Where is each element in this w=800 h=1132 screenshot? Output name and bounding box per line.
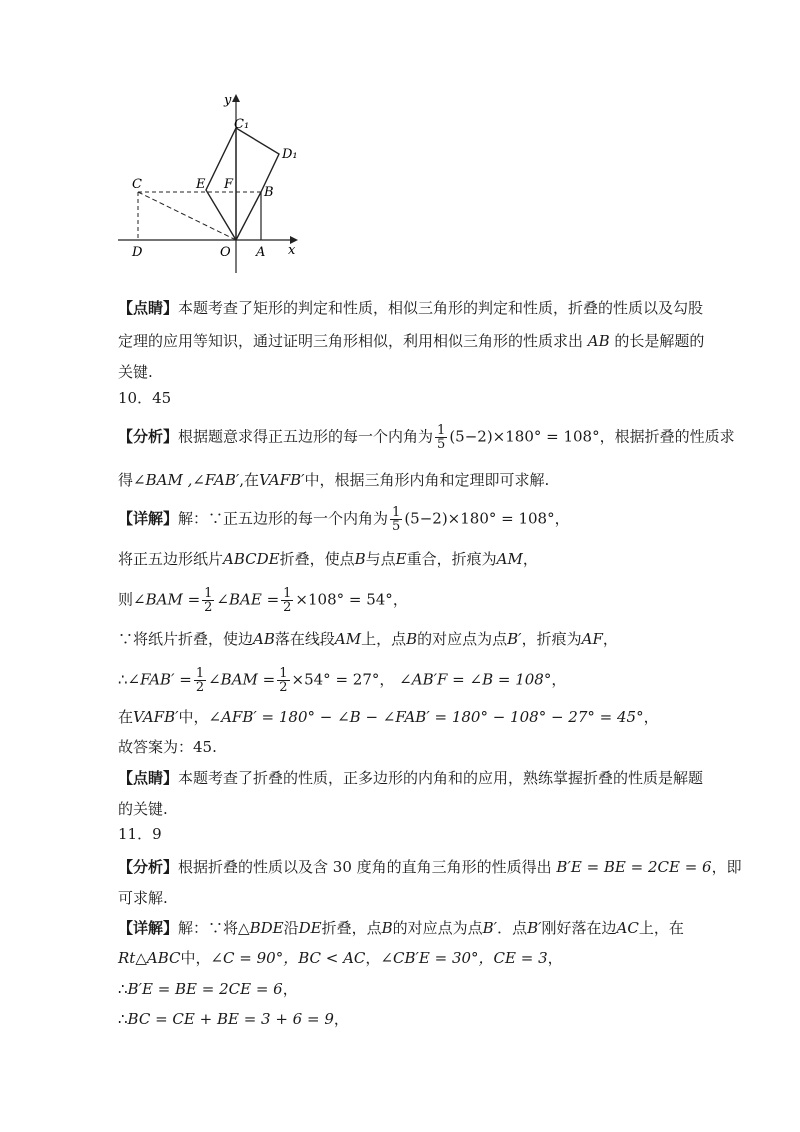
folded-shape xyxy=(206,128,279,240)
q9-comment-line-3: 关键. xyxy=(118,363,153,381)
q10-detail-line-5: ∴∠FAB′ = $\frac{1}{2}$ ∠BAM = $\frac{1}{2}$ ×54° = 27°， ∠AB′F = ∠B = 108°， xyxy=(118,666,567,695)
q10-heading: 10．45 xyxy=(118,389,172,407)
fraction-one-half-3: $\frac{1}{2}$ xyxy=(195,666,205,695)
q11-analysis-line-2: 可求解. xyxy=(118,889,168,907)
q10-detail-line-6: 在VAFB′中，∠AFB′ = 180° − ∠B − ∠FAB′ = 180° − 108° − 27° = 45°， xyxy=(118,708,659,726)
label-e: E xyxy=(196,177,206,192)
q11-answer: 9 xyxy=(152,825,162,843)
q11-detail-line-4: ∴BC = CE + BE = 3 + 6 = 9， xyxy=(118,1010,349,1028)
q10-detail-line-1: 【详解】解：∵正五边形的每一个内角为 $\frac{1}{5}$ (5−2)×180° = 108°， xyxy=(118,505,570,534)
label-c1: C₁ xyxy=(234,117,250,132)
q10-analysis-line-2: 得∠BAM ,∠FAB′,在VAFB′中，根据三角形内角和定理即可求解. xyxy=(118,471,550,489)
label-c: C xyxy=(132,177,142,192)
fraction-one-fifth-2: $\frac{1}{5}$ xyxy=(392,505,401,534)
label-o: O xyxy=(220,245,231,260)
label-d1: D₁ xyxy=(282,147,298,162)
fraction-one-half-2: $\frac{1}{2}$ xyxy=(283,586,292,615)
label-x: x xyxy=(288,243,296,258)
label-b: B xyxy=(264,185,274,200)
q10-detail-line-2: 将正五边形纸片ABCDE折叠，使点B与点E重合，折痕为AM， xyxy=(118,550,538,568)
q11-detail-line-1: 【详解】解：∵将△BDE沿DE折叠，点B的对应点为点B′．点B′刚好落在边AC上，在 xyxy=(118,919,684,937)
q11-detail-line-3: ∴B′E = BE = 2CE = 6， xyxy=(118,980,298,998)
q10-comment-line-1: 【点睛】本题考查了折叠的性质，正多边形的内角和的应用，熟练掌握折叠的性质是解题 xyxy=(118,769,704,787)
q10-comment-line-2: 的关键. xyxy=(118,800,168,818)
q10-detail-line-4: ∵将纸片折叠，使边AB落在线段AM上，点B的对应点为点B′，折痕为AF， xyxy=(118,630,618,648)
q11-analysis-line-1: 【分析】根据折叠的性质以及含 30 度角的直角三角形的性质得出 B′E = BE = 2CE = 6，即 xyxy=(118,858,742,876)
label-a: A xyxy=(256,245,266,260)
q9-comment-line-2: 定理的应用等知识，通过证明三角形相似，利用相似三角形的性质求出 AB 的长是解题的 xyxy=(118,332,705,350)
label-f: F xyxy=(224,177,234,192)
fraction-one-half-1: $\frac{1}{2}$ xyxy=(204,586,213,615)
q10-answer: 45 xyxy=(152,389,172,407)
q11-detail-line-2: Rt△ABC中，∠C = 90°，BC < AC，∠CB′E = 30°，CE = 3， xyxy=(118,949,563,967)
fraction-one-fifth: $\frac{1}{5}$ xyxy=(437,423,446,452)
coordinate-figure xyxy=(118,88,308,278)
label-y: y xyxy=(224,93,232,108)
q10-detail-line-7: 故答案为：45. xyxy=(118,738,217,756)
q10-analysis-line-1: 【分析】根据题意求得正五边形的每一个内角为 $\frac{1}{5}$ (5−2)×180° = 108°，根据折叠的性质求 xyxy=(118,423,735,452)
fraction-one-half-4: $\frac{1}{2}$ xyxy=(279,666,288,695)
label-d: D xyxy=(132,245,143,260)
q11-heading: 11．9 xyxy=(118,825,162,843)
q9-comment-line-1: 【点睛】本题考查了矩形的判定和性质，相似三角形的判定和性质，折叠的性质以及勾股 xyxy=(118,299,704,317)
q10-detail-line-3: 则∠BAM = $\frac{1}{2}$ ∠BAE = $\frac{1}{2}$ ×108° = 54°， xyxy=(118,586,408,615)
y-axis-arrow xyxy=(232,94,240,102)
